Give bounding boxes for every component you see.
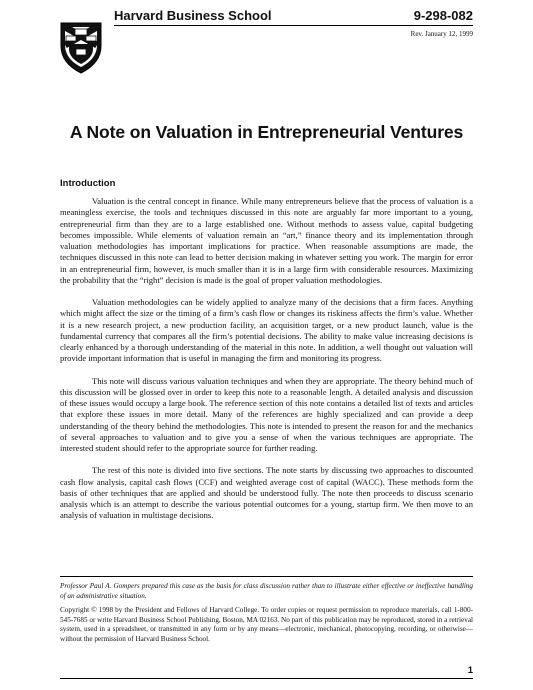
harvard-shield-icon	[60, 22, 102, 74]
section-heading: Introduction	[60, 178, 116, 189]
school-name: Harvard Business School	[114, 8, 272, 23]
paragraph-2: Valuation methodologies can be widely applied to analyze many of the decisions that a firm faces. Anything which might affect the size or the timing of a firm’s cash flow or changes its riskiness affects the firm’s value. Whether it is a new research project, a new production facility, an acquisition target, or a new product launch, value is the fundamental currency that compares all the firm’s potential decisions. The ability to make value increasing decisions is clearly enhanced by a thorough understanding of the material in this note. In addition, a well thought out valuation will provide important information that is useful in managing the firm and monitoring its progress.	[60, 297, 473, 364]
footnote-rule	[60, 576, 473, 577]
document-title: A Note on Valuation in Entrepreneurial Ventures	[69, 122, 464, 142]
page-number: 1	[467, 665, 473, 676]
paragraph-4: The rest of this note is divided into five sections. The note starts by discussing two approaches to discounted cash flow analysis, capital cash flows (CCF) and weighted average cost of capital (WACC). These methods form the basis of other techniques that are applied and should be understood fully. The note then proceeds to discuss scenario analysis which is an attempt to describe the various potential outcomes for a young, startup firm. We then move to an analysis of valuation in multistage decisions.	[60, 465, 473, 521]
revision-date: Rev. January 12, 1999	[410, 30, 473, 38]
copyright-notice: Copyright © 1998 by the President and Fellows of Harvard College. To order copies or request permission to reproduce materials, call 1-800-545-7685 or write Harvard Business School Publishing, Boston, MA 02163. No part of this publication may be reproduced, stored in a retrieval system, used in a spreadsheet, or transmitted in any form or by any means—electronic, mechanical, photocopying, recording, or otherwise—without the permission of Harvard Business School.	[60, 606, 474, 643]
paragraph-3: This note will discuss various valuation techniques and when they are appropriate. The theory behind much of this discussion will be glossed over in order to keep this note to a reasonable length. A detailed analysis and discussion of these issues would occupy a large book. The reference section of this note contains a detailed list of texts and articles that explore these issues in more detail. Many of the references are highly specialized and can provide a deep understanding of the theory behind the methodologies. This note is intended to present the reason for and the mechanics of several approaches to valuation and to give you a sense of when the various techniques are appropriate. The interested student should refer to the appropriate source for further reading.	[60, 375, 473, 453]
author-footnote: Professor Paul A. Gompers prepared this case as the basis for class discussion rather than to illustrate either effective or ineffective handling of an administrative situation.	[60, 582, 473, 600]
header-rule	[114, 25, 473, 26]
body-text	[60, 196, 473, 533]
page-header	[60, 8, 473, 83]
document-number: 9-298-082	[413, 8, 473, 23]
paragraph-1: Valuation is the central concept in finance. While many entrepreneurs believe that the process of valuation is a meaningless exercise, the tools and techniques discussed in this note are arguably far more important to a young, entrepreneurial firm than they are to a large established one. Without methods to assess value, capital budgeting becomes impossible. While elements of valuation remain an “art,” finance theory and its implementation through valuation methodologies has important implications for practice. When reasonable assumptions are made, the techniques discussed in this note can lead to better decision making in whatever setting you work. The margin for error in an entrepreneurial firm, however, is much smaller than it is in a large firm with considerable resources. Maximizing the probability that the “right” decision is made is the goal of proper valuation methodologies.	[60, 196, 473, 285]
footer-rule	[60, 678, 473, 679]
